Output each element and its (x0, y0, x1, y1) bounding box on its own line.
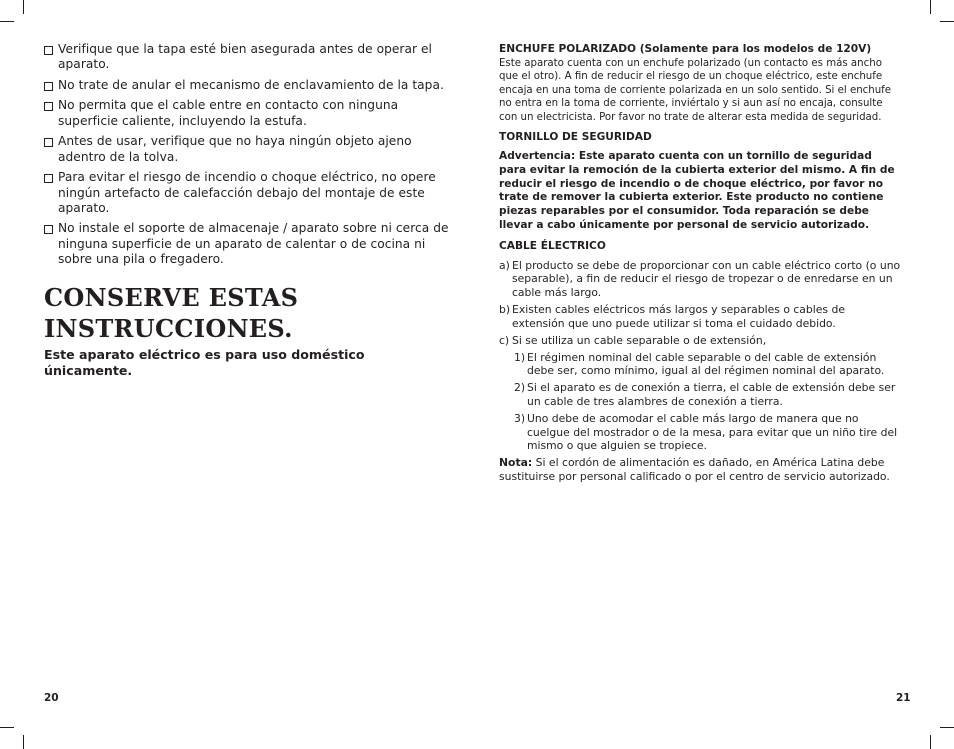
cable-list (499, 259, 901, 484)
list-item: a) El producto se debe de proporcionar con un cable eléctrico corto (o uno separable), a fin de reducir el riesgo de tropezar o de enredarse en un cable más largo. (499, 258, 901, 299)
note-paragraph (499, 456, 901, 483)
list-item: Para evitar el riesgo de incendio o choque eléctrico, no opere ningún artefacto de calefacción debajo del montaje de este aparato. (44, 170, 456, 216)
crop-mark (23, 0, 24, 14)
plug-heading: ENCHUFE POLARIZADO (Solamente para los modelos de 120V) (499, 43, 872, 55)
crop-mark (940, 727, 954, 728)
screw-heading: TORNILLO DE SEGURIDAD (499, 131, 652, 144)
checkbox-bullet-icon (44, 46, 53, 55)
list-item: No trate de anular el mecanismo de enclavamiento de la tapa. (44, 78, 456, 93)
list-subitem: 1) El régimen nominal del cable separable o del cable de extensión debe ser, como mínimo, igual al del régimen nominal del aparato. (514, 350, 885, 378)
plug-paragraph: Este aparato cuenta con un enchufe polarizado (un contacto es más ancho que el otro). A fin de reducir el riesgo de un choque eléctrico, este enchufe encaja en una toma de corriente polarizada en un solo sentido. Si el enchufe no entra en la toma de corriente, inviértalo y si aun así no encaja, consulte con un electricista. Por favor no trate de alterar esta medida de seguridad. (499, 57, 892, 123)
checkbox-bullet-icon (44, 82, 53, 91)
crop-mark (940, 21, 954, 22)
list-subitem: 3) Uno debe de acomodar el cable más largo de manera que no cuelgue del mostrador o de la mesa, para evitar que un niño tire del mismo o que alguien se tropiece. (514, 412, 898, 453)
safety-bullet-list (44, 42, 456, 267)
crop-mark (930, 735, 931, 749)
cable-heading: CABLE ÉLECTRICO (499, 240, 606, 253)
crop-mark (0, 21, 14, 22)
checkbox-bullet-icon (44, 174, 53, 183)
crop-mark (0, 727, 14, 728)
note-text: Si el cordón de alimentación es dañado, en América Latina debe sustituirse por personal calificado o por el centro de servicio autorizado. (499, 456, 890, 484)
list-item: b) Existen cables eléctricos más largos y separables o cables de extensión que uno puede utilizar si toma el cuidado debido. (499, 303, 845, 330)
right-page (499, 43, 901, 484)
page-number-right: 21 (896, 692, 911, 704)
checkbox-bullet-icon (44, 225, 53, 234)
crop-mark (23, 735, 24, 749)
list-item: Verifique que la tapa esté bien asegurada antes de operar el aparato. (44, 42, 456, 73)
page-title-line-1: CONSERVE ESTAS (44, 283, 299, 313)
screw-warning-paragraph: Advertencia: Este aparato cuenta con un tornillo de seguridad para evitar la remoción de la cubierta exterior del mismo. A fin de reducir el riesgo de incendio o de choque eléctrico, por favor no trate de remover la cubierta exterior. Este producto no contiene piezas reparables por el consumidor. Toda reparación se debe llevar a cabo únicamente por personal de servicio autorizado. (499, 149, 895, 232)
list-item: Antes de usar, verifique que no haya ningún objeto ajeno adentro de la tolva. (44, 134, 456, 165)
list-item: No instale el soporte de almacenaje / aparato sobre ni cerca de ninguna superficie de un aparato de calentar o de cocina ni sobre una pila o fregadero. (44, 221, 456, 267)
page-title-line-2: INSTRUCCIONES. (44, 314, 293, 344)
household-use-note: Este aparato eléctrico es para uso doméstico únicamente. (44, 347, 365, 379)
list-item: No permita que el cable entre en contacto con ninguna superficie caliente, incluyendo la estufa. (44, 98, 456, 129)
list-subitem: 2) Si el aparato es de conexión a tierra, el cable de extensión debe ser un cable de tres alambres de conexión a tierra. (514, 381, 896, 409)
checkbox-bullet-icon (44, 138, 53, 147)
left-page (44, 42, 456, 379)
crop-mark (930, 0, 931, 14)
page-number-left: 20 (44, 692, 59, 704)
list-item: c) Si se utiliza un cable separable o de extensión, (499, 333, 767, 347)
checkbox-bullet-icon (44, 102, 53, 111)
page-title (44, 282, 456, 344)
note-label: Nota: (499, 456, 533, 470)
